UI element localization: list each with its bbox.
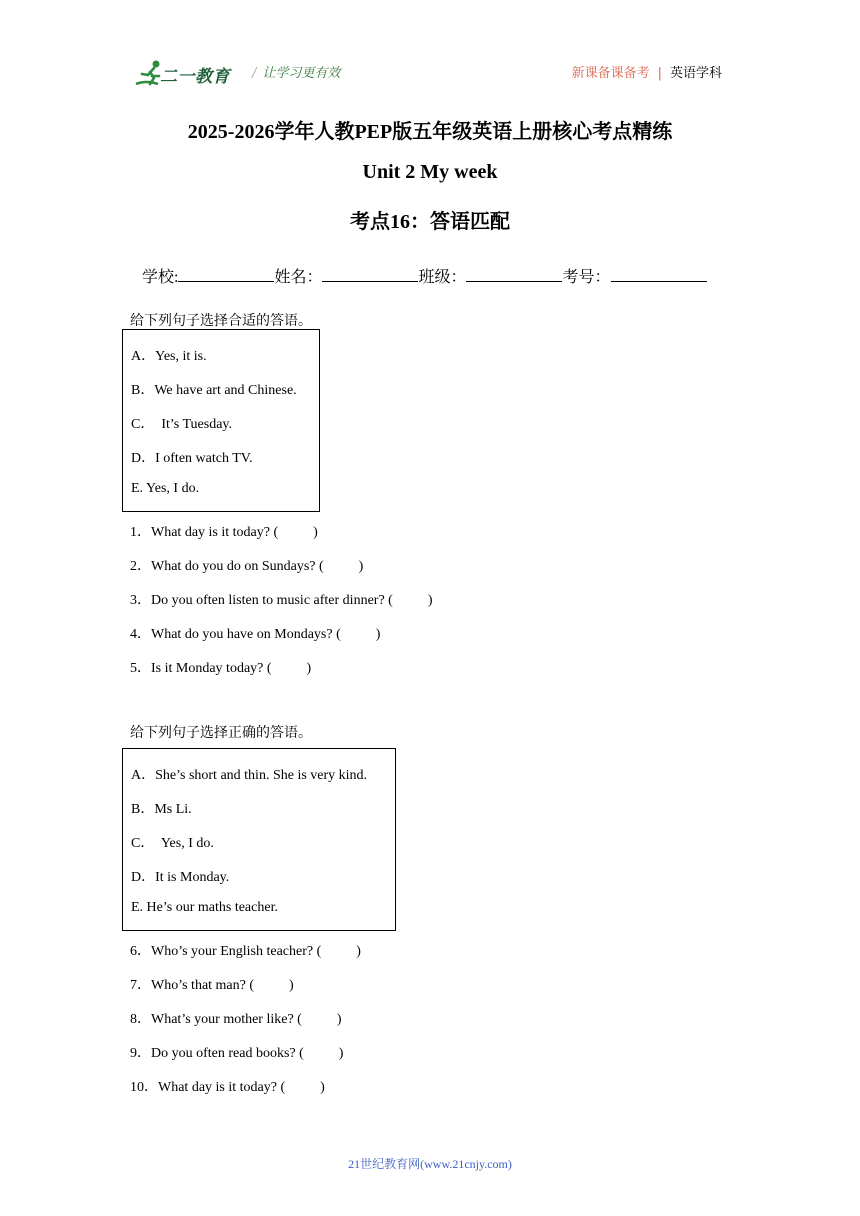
- question: 7．Who’s that man? ( ): [130, 978, 294, 993]
- section1-instruction: 给下列句子选择合适的答语。: [130, 314, 312, 329]
- question: 9．Do you often read books? ( ): [130, 1046, 344, 1061]
- section2-option: C． Yes, I do.: [131, 836, 214, 851]
- section1-option: A．Yes, it is.: [131, 349, 207, 364]
- header-right: [572, 62, 722, 81]
- page-title: 2025-2026学年人教PEP版五年级英语上册核心考点精练: [187, 121, 673, 143]
- header-subject: 英语学科: [669, 66, 722, 81]
- section2-option: D．It is Monday.: [131, 870, 230, 885]
- section1-option: B．We have art and Chinese.: [131, 383, 297, 398]
- topic-title: 考点16：答语匹配: [350, 211, 510, 233]
- header-tagline: 新课备课备考: [571, 66, 650, 81]
- student-info: [142, 264, 707, 287]
- number-blank[interactable]: [611, 267, 707, 282]
- name-blank[interactable]: [322, 267, 418, 282]
- question: 6．Who’s your English teacher? ( ): [130, 944, 361, 959]
- question: 4．What do you have on Mondays? ( ): [130, 627, 381, 642]
- number-label: 考号：: [562, 269, 611, 286]
- section2-option: A．She’s short and thin. She is very kind.: [131, 768, 368, 783]
- question: 2．What do you do on Sundays? ( ): [130, 559, 364, 574]
- section1-option: C． It’s Tuesday.: [131, 417, 233, 432]
- question: 3．Do you often listen to music after dinner? ( ): [130, 593, 433, 608]
- unit-title: Unit 2 My week: [362, 161, 498, 183]
- slogan-separator: /: [252, 66, 257, 81]
- section1-option: E. Yes, I do.: [131, 481, 200, 496]
- name-label: 姓名：: [274, 269, 323, 286]
- footer-link[interactable]: 21世纪教育网(www.21cnjy.com): [348, 1157, 512, 1171]
- slogan-text: 让学习更有效: [262, 66, 341, 81]
- question: 5．Is it Monday today? ( ): [130, 661, 312, 676]
- question: 8．What’s your mother like? ( ): [130, 1012, 342, 1027]
- class-blank[interactable]: [466, 267, 562, 282]
- section2-option: E. He’s our maths teacher.: [131, 900, 278, 915]
- school-blank[interactable]: [178, 267, 274, 282]
- class-label: 班级：: [418, 269, 467, 286]
- school-label: 学校:: [142, 269, 179, 286]
- logo-text: 二一教育: [160, 67, 230, 87]
- section2-instruction: 给下列句子选择正确的答语。: [130, 726, 312, 741]
- section1-option: D．I often watch TV.: [131, 451, 253, 466]
- section2-option: B．Ms Li.: [131, 802, 192, 817]
- question: 1．What day is it today? ( ): [130, 525, 318, 540]
- slogan: [252, 62, 340, 81]
- header-separator: |: [657, 66, 662, 81]
- question: 10．What day is it today? ( ): [130, 1080, 325, 1095]
